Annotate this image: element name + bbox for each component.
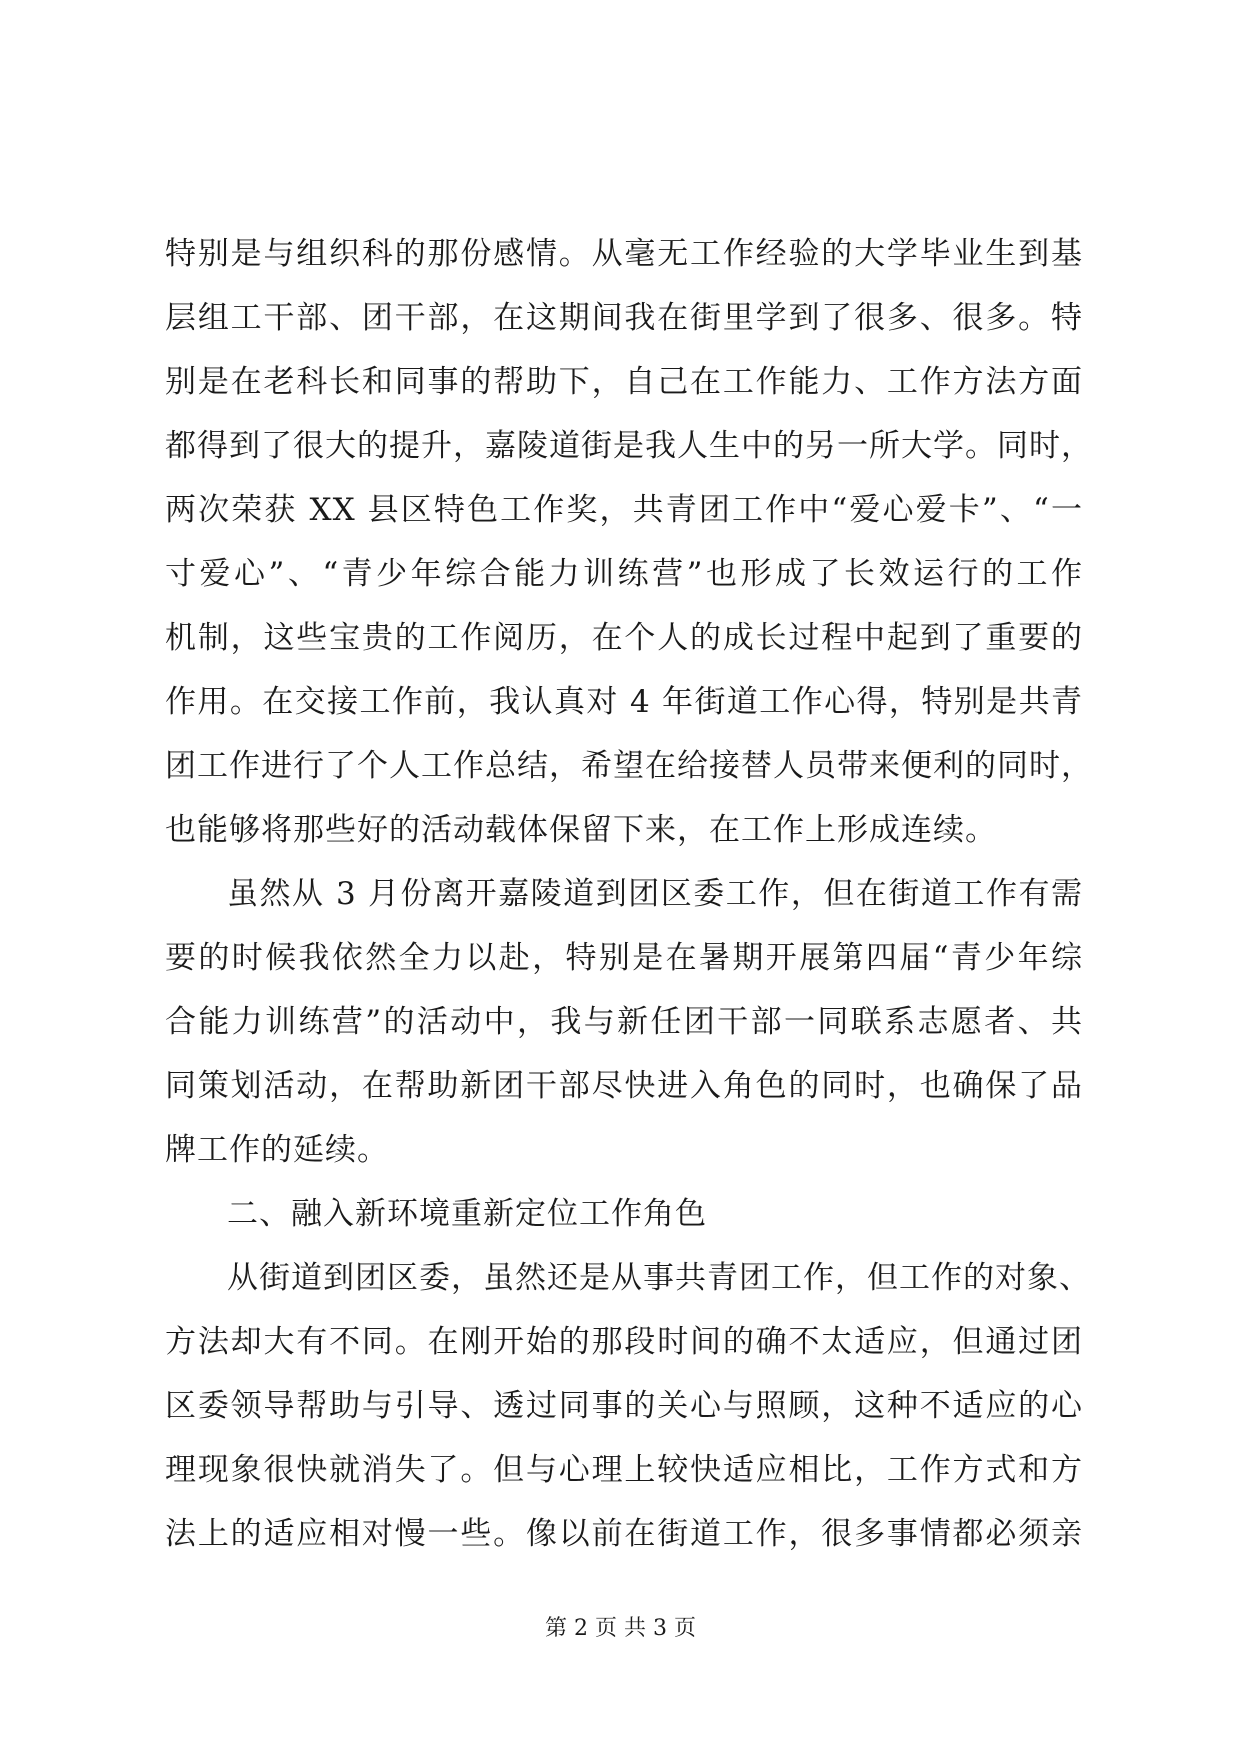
text-line: 两次荣获 XX 县区特色工作奖，共青团工作中“爱心爱卡”、“一 [165, 492, 1083, 528]
text-line: 作用。在交接工作前，我认真对 4 年街道工作心得，特别是共青 [165, 684, 1083, 720]
text-line: 方法却大有不同。在刚开始的那段时间的确不太适应，但通过团 [165, 1324, 1083, 1360]
page-number-footer: 第 2 页 共 3 页 [545, 1616, 696, 1641]
text-line: 都得到了很大的提升，嘉陵道街是我人生中的另一所大学。同时， [165, 428, 1093, 464]
section-heading: 二、融入新环境重新定位工作角色 [227, 1196, 707, 1232]
text-line: 牌工作的延续。 [165, 1132, 389, 1168]
text-line: 理现象很快就消失了。但与心理上较快适应相比，工作方式和方 [165, 1452, 1083, 1488]
text-line: 也能够将那些好的活动载体保留下来，在工作上形成连续。 [165, 812, 997, 848]
text-line: 虽然从 3 月份离开嘉陵道到团区委工作，但在街道工作有需 [227, 876, 1083, 912]
text-line: 合能力训练营”的活动中，我与新任团干部一同联系志愿者、共 [165, 1004, 1083, 1040]
text-line: 法上的适应相对慢一些。像以前在街道工作，很多事情都必须亲 [165, 1516, 1083, 1552]
text-line: 别是在老科长和同事的帮助下，自己在工作能力、工作方法方面 [165, 364, 1083, 400]
text-line: 要的时候我依然全力以赴，特别是在暑期开展第四届“青少年综 [165, 940, 1083, 976]
text-line: 寸爱心”、“青少年综合能力训练营”也形成了长效运行的工作 [165, 556, 1083, 592]
text-line: 团工作进行了个人工作总结，希望在给接替人员带来便利的同时， [165, 748, 1093, 784]
text-line: 从街道到团区委，虽然还是从事共青团工作，但工作的对象、 [227, 1260, 1091, 1296]
text-line: 机制，这些宝贵的工作阅历，在个人的成长过程中起到了重要的 [165, 620, 1083, 656]
body-text [165, 222, 1093, 1566]
text-line: 层组工干部、团干部，在这期间我在街里学到了很多、很多。特 [165, 300, 1083, 336]
text-line: 区委领导帮助与引导、透过同事的关心与照顾，这种不适应的心 [165, 1388, 1083, 1424]
text-line: 特别是与组织科的那份感情。从毫无工作经验的大学毕业生到基 [165, 236, 1083, 272]
text-line: 同策划活动，在帮助新团干部尽快进入角色的同时，也确保了品 [165, 1068, 1083, 1104]
